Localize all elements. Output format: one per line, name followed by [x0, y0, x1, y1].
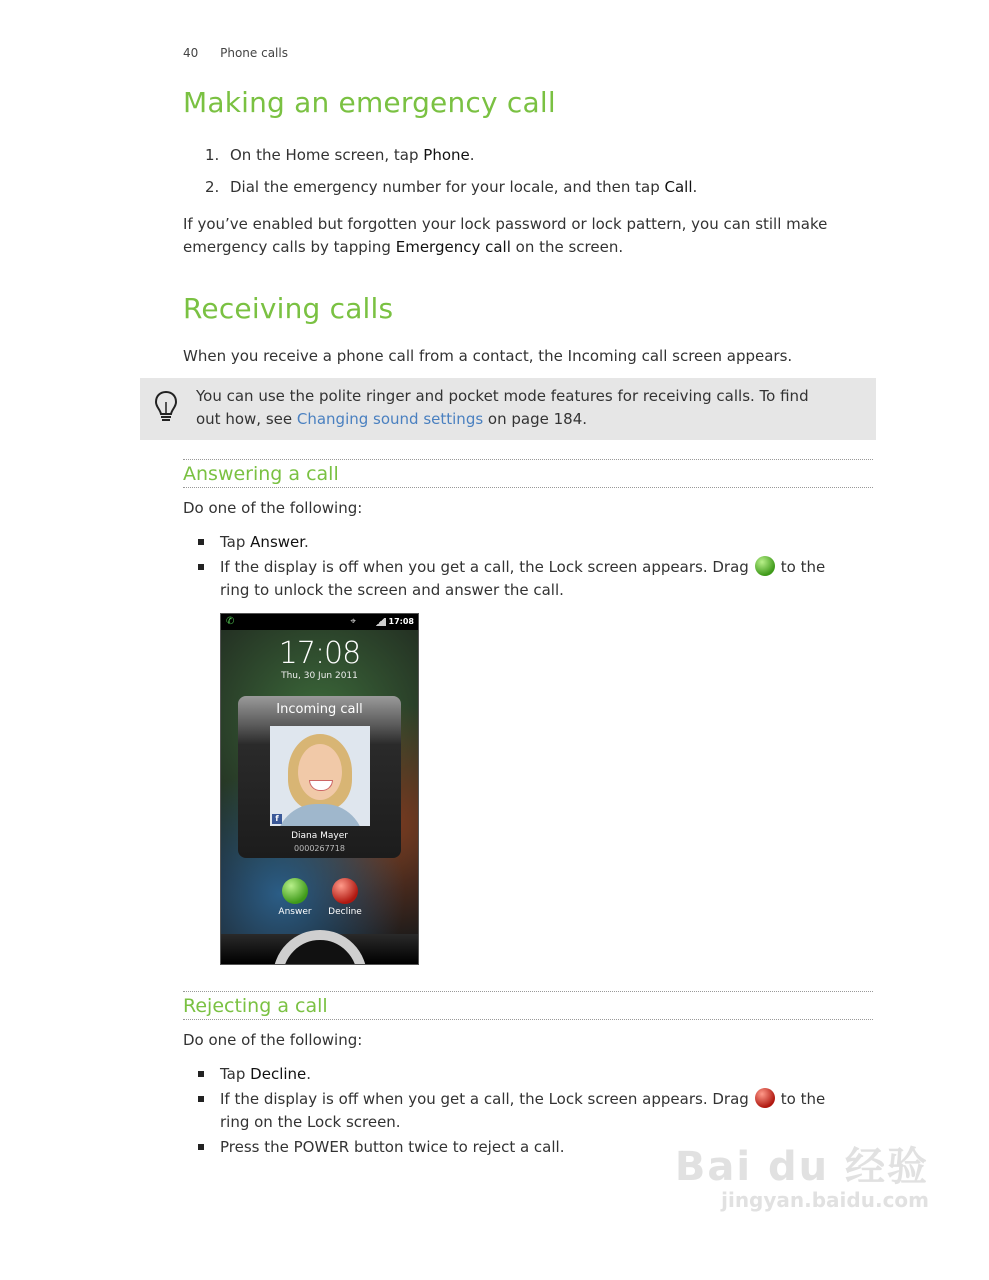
reject-bullet-1: [220, 1063, 311, 1086]
note-line-2: [183, 236, 883, 259]
divider: [183, 991, 873, 992]
note-line-1: If you’ve enabled but forgotten your lock password or lock pattern, you can still make: [183, 215, 828, 233]
page-number: 40: [183, 46, 199, 60]
lock-date: Thu, 30 Jun 2011: [281, 671, 358, 681]
tip-line-1: You can use the polite ringer and pocket mode features for receiving calls. To find: [196, 387, 809, 405]
incoming-call-screenshot: [220, 613, 419, 965]
bullet-text: If the display is off when you get a call, the Lock screen appears. Drag: [220, 558, 749, 576]
reject-bullet-2: [220, 1088, 880, 1134]
bullet-text-end: to the: [780, 558, 826, 576]
page-header: [183, 46, 288, 60]
watermark-line-2: jingyan.baidu.com: [721, 1188, 929, 1212]
bullet: [198, 539, 204, 545]
lightbulb-icon: [154, 390, 178, 424]
heading-answering-call: Answering a call: [183, 463, 339, 485]
bullet-line-2: ring on the Lock screen.: [220, 1113, 401, 1131]
answer-bullet-2: [220, 556, 880, 602]
bullet-text: Tap: [220, 1065, 251, 1083]
bullet-line-1: [220, 556, 880, 579]
reject-bullet-3: Press the POWER button twice to reject a call.: [220, 1138, 565, 1156]
note-text-end: on the screen.: [510, 238, 624, 256]
step-number: 2.: [205, 178, 220, 196]
step-text: Dial the emergency number for your locale, and then tap: [230, 178, 665, 196]
step-bold: Phone: [423, 146, 470, 164]
status-bar: [221, 614, 418, 630]
tip-box: [140, 378, 876, 440]
changing-sound-settings-link[interactable]: Changing sound settings: [296, 410, 484, 428]
facebook-icon: f: [272, 814, 282, 824]
tip-line-2: [196, 408, 866, 431]
decline-label: Decline: [328, 907, 362, 917]
receiving-intro: When you receive a phone call from a contact, the Incoming call screen appears.: [183, 347, 793, 365]
bullet: [198, 1071, 204, 1077]
incoming-call-card: [238, 696, 401, 858]
step-number: 1.: [205, 146, 220, 164]
emergency-call-bold: Emergency call: [395, 238, 511, 256]
bullet-text-end: .: [306, 1065, 312, 1083]
signal-icon: [374, 618, 386, 626]
step-text-end: .: [692, 178, 698, 196]
divider: [183, 459, 873, 460]
bullet-line-1: [220, 1088, 880, 1111]
heading-emergency-call: Making an emergency call: [183, 86, 556, 119]
heading-rejecting-call: Rejecting a call: [183, 995, 328, 1017]
lock-clock: 17:08: [278, 636, 361, 671]
bullet: [198, 1096, 204, 1102]
tip-text: [196, 385, 866, 431]
note-text: emergency calls by tapping: [183, 238, 396, 256]
step-text-end: .: [469, 146, 475, 164]
bullet: [198, 564, 204, 570]
answering-intro: Do one of the following:: [183, 499, 363, 517]
incoming-call-title: Incoming call: [276, 702, 363, 717]
contact-name: Diana Mayer: [291, 831, 348, 841]
bullet-text-end: .: [304, 533, 309, 551]
bullet-line-2: ring to unlock the screen and answer the call.: [220, 581, 564, 599]
step-text: On the Home screen, tap: [230, 146, 424, 164]
divider: [183, 1019, 873, 1020]
tip-text-pre: out how, see: [196, 410, 297, 428]
decline-button[interactable]: [332, 878, 358, 904]
contact-number: 0000267718: [294, 844, 345, 853]
divider: [183, 487, 873, 488]
section-name: Phone calls: [220, 46, 288, 60]
bullet-text: If the display is off when you get a call, the Lock screen appears. Drag: [220, 1090, 749, 1108]
heading-receiving-calls: Receiving calls: [183, 292, 394, 325]
answer-button[interactable]: [282, 878, 308, 904]
call-status-icon: ✆: [226, 616, 235, 627]
answer-bold: Answer: [250, 533, 305, 551]
rejecting-intro: Do one of the following:: [183, 1031, 363, 1049]
status-time: 17:08: [388, 617, 414, 626]
answer-bullet-1: [220, 531, 309, 554]
contact-photo: [270, 726, 370, 826]
decline-bold: Decline: [250, 1065, 307, 1083]
bullet-text-end: to the: [780, 1090, 826, 1108]
red-phone-icon: [755, 1088, 775, 1108]
tip-text-post: on page 184.: [483, 410, 588, 428]
emergency-note: [183, 213, 883, 259]
gps-icon: ⌖: [350, 616, 356, 627]
baidu-watermark: [675, 1135, 929, 1212]
bullet: [198, 1144, 204, 1150]
watermark-line-1: Bai du 经验: [674, 1144, 929, 1190]
green-phone-icon: [755, 556, 775, 576]
bullet-text: Tap: [220, 533, 251, 551]
step-bold: Call: [664, 178, 693, 196]
answer-label: Answer: [278, 907, 312, 917]
